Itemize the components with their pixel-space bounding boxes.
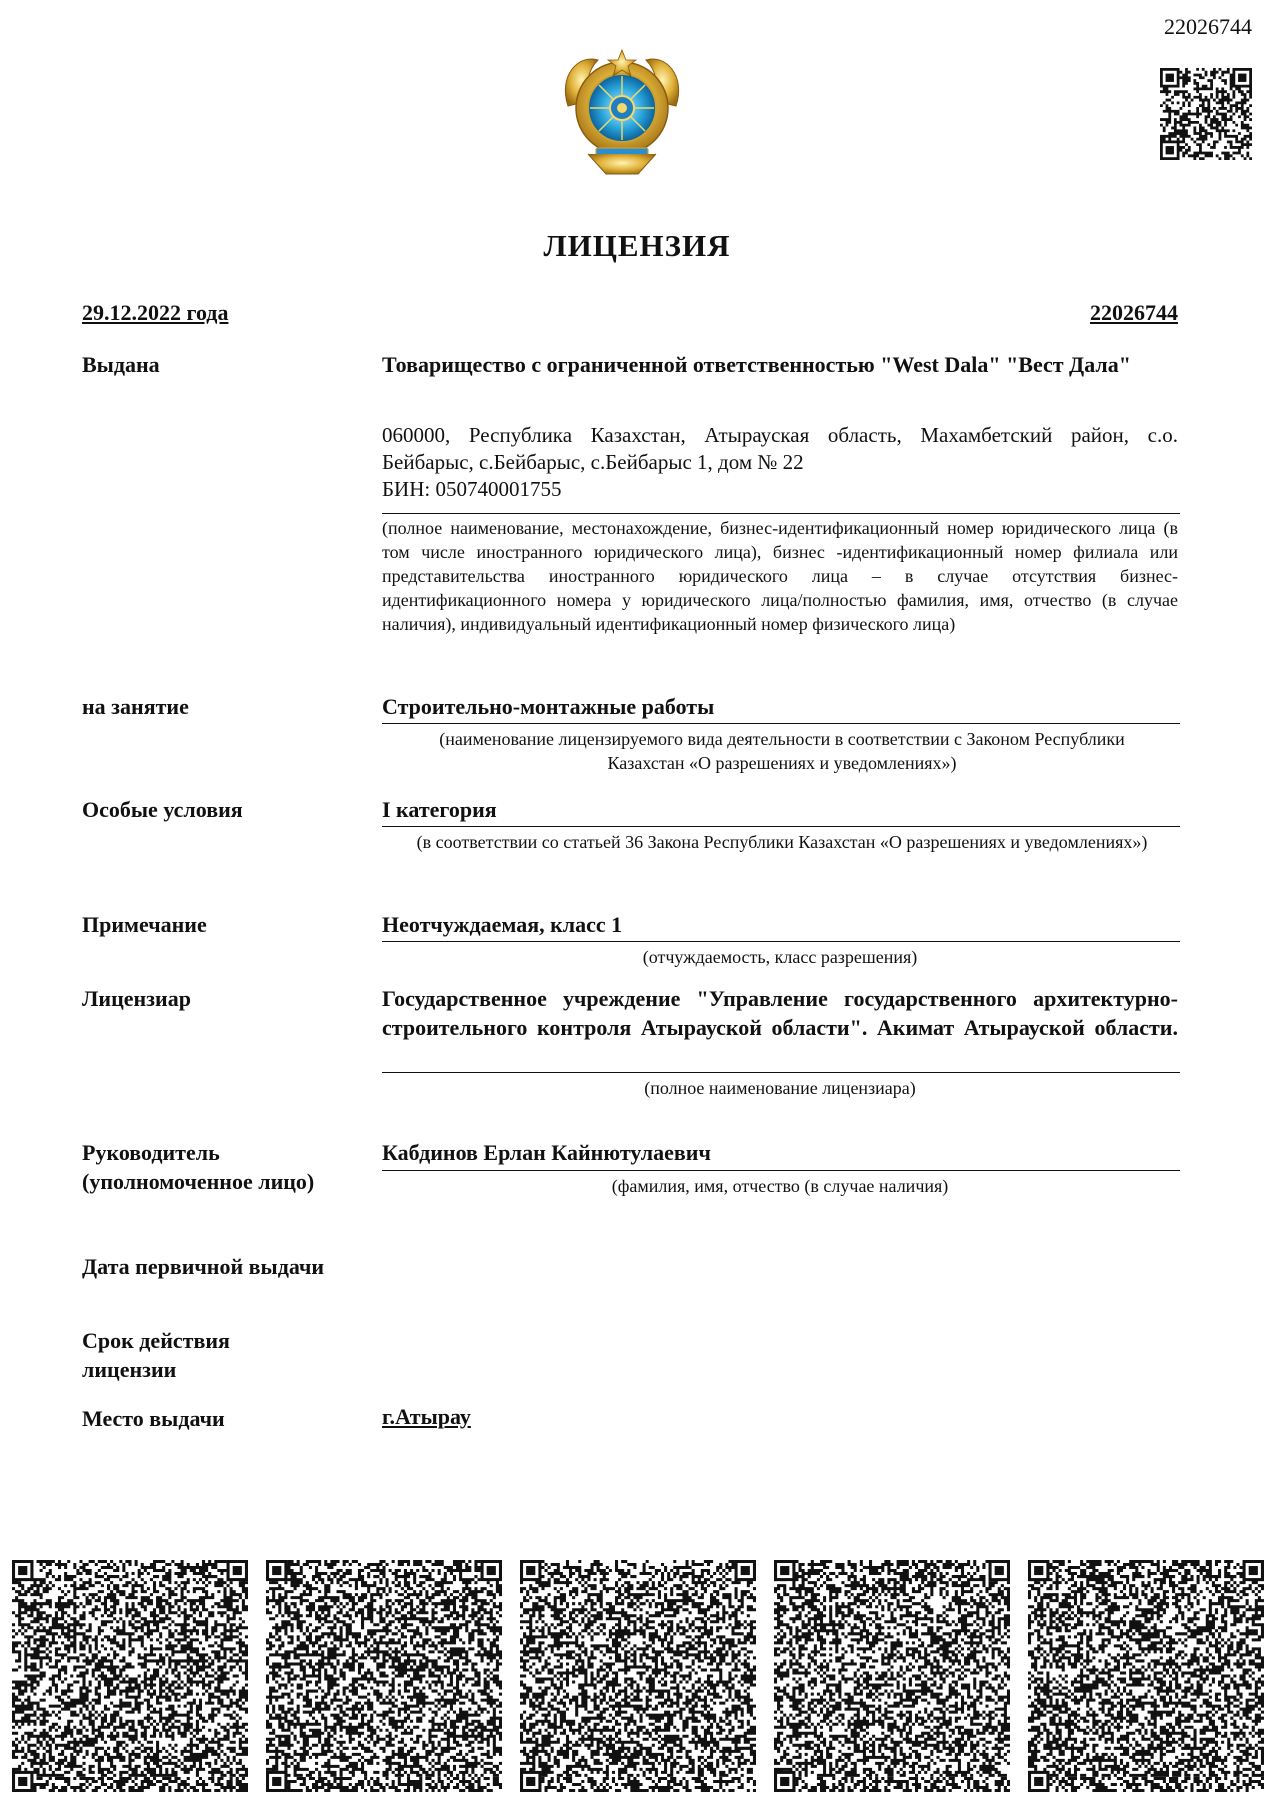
licensor-label: Лицензиар — [82, 986, 191, 1011]
license-number: 22026744 — [1090, 300, 1178, 325]
issue-date: 29.12.2022 года — [82, 300, 229, 325]
licensor-caption: (полное наименование лицензиара) — [644, 1078, 916, 1098]
head-value: Кабдинов Ерлан Кайнютулаевич — [382, 1140, 711, 1165]
validity-label — [82, 1326, 230, 1384]
validity-label-line: Срок действия — [82, 1328, 230, 1353]
issued-to-label: Выдана — [82, 352, 160, 377]
conditions-caption: (в соответствии со статьей 36 Закона Республики Казахстан «О разрешениях и уведомлениях») — [416, 832, 1148, 852]
head-label-line: (уполномоченное лицо) — [82, 1169, 315, 1194]
head-label — [82, 1138, 314, 1196]
divider — [382, 1170, 1180, 1171]
activity-label: на занятие — [82, 694, 189, 719]
address-line: БИН: 050740001755 — [382, 477, 562, 501]
document-number-top: 22026744 — [1164, 14, 1252, 39]
place-label: Место выдачи — [82, 1406, 225, 1431]
licensee-address — [382, 422, 1178, 503]
place-value: г.Атырау — [382, 1404, 471, 1429]
qr-code-icon — [12, 1560, 248, 1792]
first-issue-label: Дата первичной выдачи — [82, 1254, 325, 1279]
address-line: 060000, Республика Казахстан, Атырауская область, Махамбетский район, с.о. — [382, 423, 1178, 447]
divider — [382, 826, 1180, 827]
divider — [382, 1072, 1180, 1073]
kazakhstan-state-emblem-icon — [548, 36, 696, 184]
qr-code-icon — [774, 1560, 1010, 1792]
qr-code-icon — [1160, 68, 1252, 160]
qr-code-row — [12, 1560, 1264, 1792]
qr-code-icon — [1028, 1560, 1264, 1792]
divider — [382, 723, 1180, 724]
divider — [382, 513, 1180, 514]
conditions-label: Особые условия — [82, 797, 243, 822]
conditions-value: I категория — [382, 797, 497, 822]
activity-caption: (наименование лицензируемого вида деятельности в соответствии с Законом Республики Казахстан «О разрешениях и уведомлениях») — [439, 729, 1125, 773]
licensee-name: Товарищество с ограниченной ответственностью "West Dala" "Вест Дала" — [382, 352, 1131, 377]
head-caption: (фамилия, имя, отчество (в случае наличия) — [611, 1176, 949, 1196]
qr-code-icon — [520, 1560, 756, 1792]
head-label-line: Руководитель — [82, 1140, 220, 1165]
qr-code-icon — [266, 1560, 502, 1792]
validity-label-line: лицензии — [82, 1357, 177, 1382]
activity-value: Строительно-монтажные работы — [382, 694, 715, 719]
note-value: Неотчуждаемая, класс 1 — [382, 912, 623, 937]
document-title: ЛИЦЕНЗИЯ — [543, 228, 731, 263]
licensee-caption: (полное наименование, местонахождение, бизнес-идентификационный номер юридического лица (в том числе иностранного юридического лица), бизнес -идентификационный номер филиала или представительства иностранного юридического лица – в случае отсутствия бизнес-идентификационного номера у юридического лица/полностью фамилия, имя, отчество (в случае наличия), индивидуальный идентификационный номер физического лица) — [382, 518, 1178, 634]
licensor-value: Государственное учреждение "Управление государственного архитектурно-строительного контроля Атырауской области". Акимат Атырауской области. — [382, 986, 1178, 1040]
divider — [382, 941, 1180, 942]
note-label: Примечание — [82, 912, 207, 937]
note-caption: (отчуждаемость, класс разрешения) — [642, 947, 918, 967]
address-line: Бейбарыс, с.Бейбарыс, с.Бейбарыс 1, дом № 22 — [382, 450, 804, 474]
